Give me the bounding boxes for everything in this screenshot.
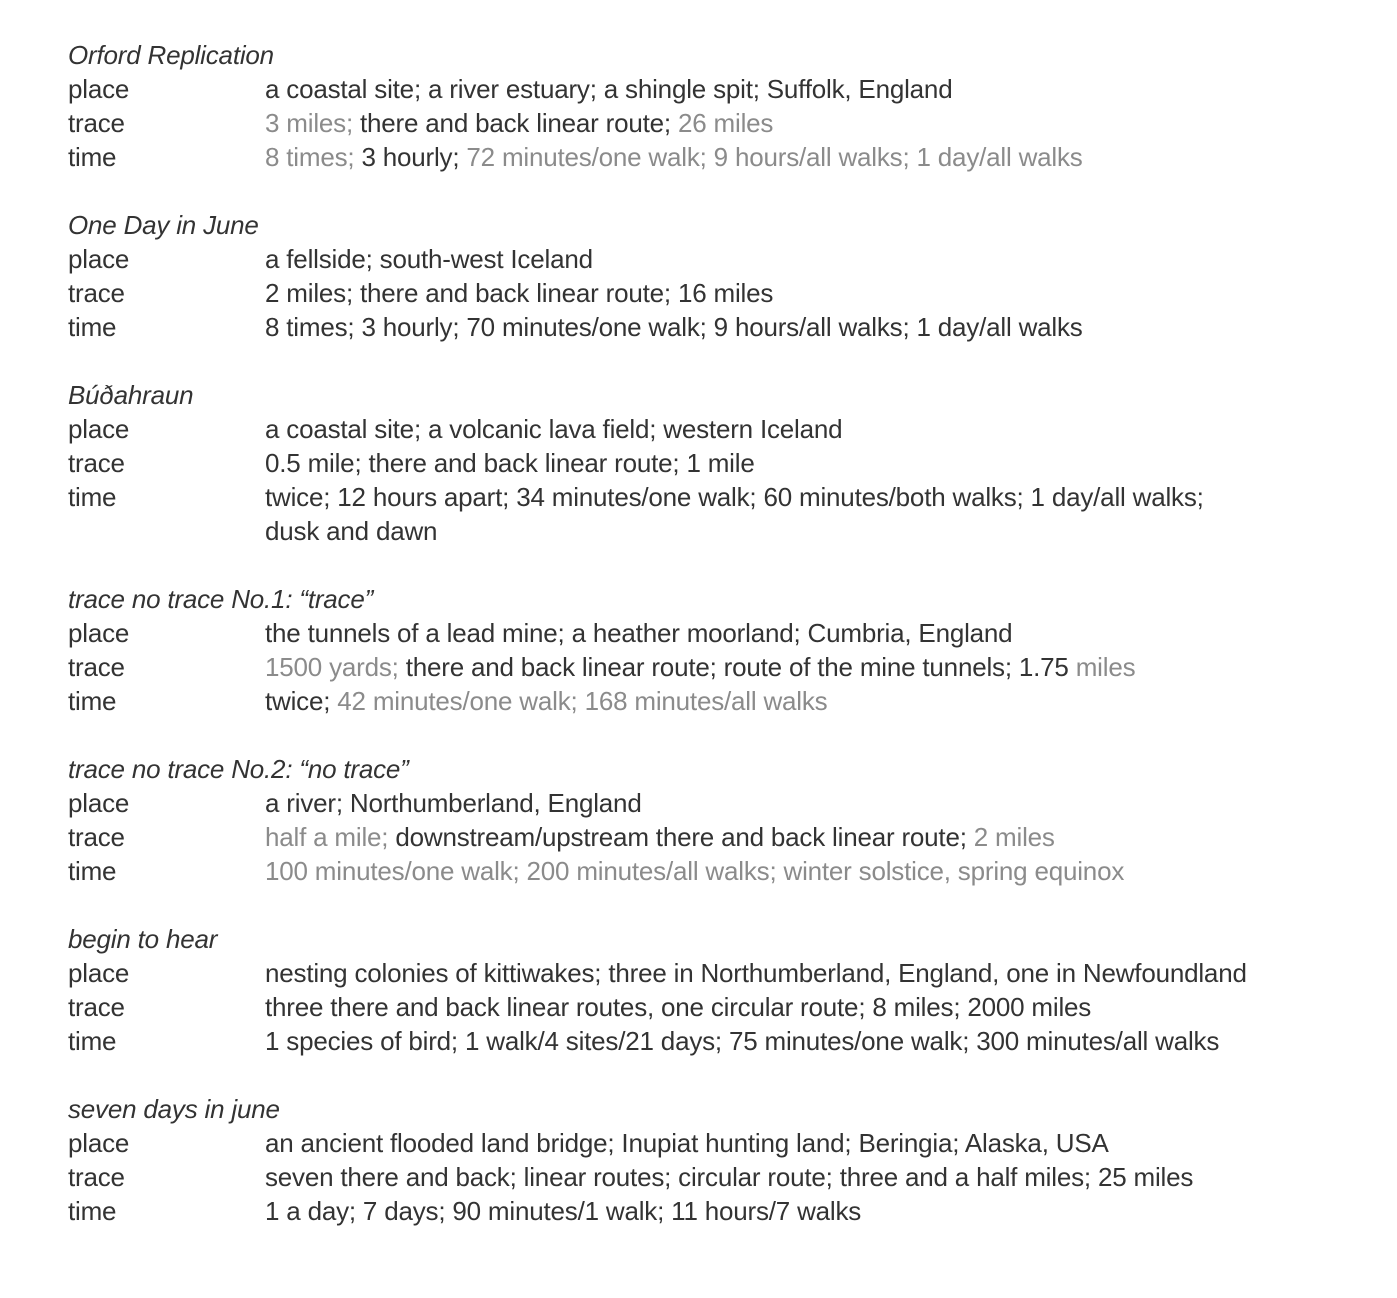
attribute-value [265, 650, 1360, 684]
walk-attribute-row [68, 854, 1367, 888]
walk-section [68, 582, 1367, 718]
attribute-label: place [68, 244, 130, 274]
attribute-label: place [68, 788, 130, 818]
attribute-value [265, 140, 1360, 174]
attribute-label: place [68, 414, 130, 444]
walk-attribute-row [68, 1194, 1367, 1228]
walk-rows [68, 786, 1367, 888]
value-segment: 3 hourly; [361, 142, 467, 172]
attribute-label: time [68, 856, 117, 886]
walk-title: begin to hear [68, 924, 218, 954]
value-segment: miles [1075, 652, 1136, 682]
walk-attribute-row [68, 616, 1367, 650]
attribute-value [265, 956, 1360, 990]
walk-title: Búðahraun [68, 380, 194, 410]
attribute-label: place [68, 618, 130, 648]
value-segment: 42 minutes/one walk; 168 minutes/all walks [337, 686, 828, 716]
attribute-value [265, 276, 1360, 310]
walk-attribute-row [68, 956, 1367, 990]
value-segment: a fellside; south-west Iceland [265, 244, 593, 274]
value-segment: a coastal site; a river estuary; a shingle spit; Suffolk, England [265, 74, 953, 104]
walk-attribute-row [68, 684, 1367, 718]
walk-attribute-row [68, 480, 1367, 548]
walk-attribute-row [68, 446, 1367, 480]
attribute-label: time [68, 1026, 117, 1056]
value-segment: downstream/upstream there and back linear route; [395, 822, 974, 852]
walk-rows [68, 242, 1367, 344]
walk-attribute-row [68, 276, 1367, 310]
attribute-label: trace [68, 448, 125, 478]
walk-attribute-row [68, 786, 1367, 820]
walk-attribute-row [68, 310, 1367, 344]
walk-title: trace no trace No.1: “trace” [68, 584, 374, 614]
attribute-label: place [68, 74, 130, 104]
value-segment: 1 species of bird; 1 walk/4 sites/21 days; 75 minutes/one walk; 300 minutes/all walks [265, 1026, 1220, 1056]
value-segment: a river; Northumberland, England [265, 788, 642, 818]
walk-section [68, 922, 1367, 1058]
walk-title: seven days in june [68, 1094, 280, 1124]
attribute-label: trace [68, 652, 125, 682]
value-segment: twice; 12 hours apart; 34 minutes/one walk; 60 minutes/both walks; 1 day/all walks; [265, 482, 1204, 512]
attribute-value [265, 684, 1360, 718]
value-segment: 1 a day; 7 days; 90 minutes/1 walk; 11 hours/7 walks [265, 1196, 862, 1226]
walk-attribute-row [68, 1024, 1367, 1058]
value-segment: the tunnels of a lead mine; a heather moorland; Cumbria, England [265, 618, 1013, 648]
value-segment: twice; [265, 686, 338, 716]
attribute-value [265, 106, 1360, 140]
attribute-value [265, 990, 1360, 1024]
attribute-label: time [68, 686, 117, 716]
attribute-value [265, 616, 1360, 650]
attribute-value [265, 1126, 1360, 1160]
walk-section [68, 752, 1367, 888]
walk-rows [68, 72, 1367, 174]
attribute-label: trace [68, 822, 125, 852]
walk-attribute-row [68, 650, 1367, 684]
walk-attribute-row [68, 140, 1367, 174]
value-segment: there and back linear route; route of the mine tunnels; 1.75 [405, 652, 1076, 682]
attribute-label: trace [68, 992, 125, 1022]
value-segment: a coastal site; a volcanic lava field; western Iceland [265, 414, 843, 444]
attribute-label: time [68, 312, 117, 342]
value-segment: 2 miles [973, 822, 1055, 852]
walk-section [68, 38, 1367, 174]
attribute-label: trace [68, 278, 125, 308]
attribute-label: time [68, 482, 117, 512]
attribute-label: place [68, 958, 130, 988]
walk-rows [68, 412, 1367, 548]
attribute-label: trace [68, 108, 125, 138]
walk-title: One Day in June [68, 210, 259, 240]
walk-title: trace no trace No.2: “no trace” [68, 754, 409, 784]
walk-attribute-row [68, 412, 1367, 446]
attribute-value [265, 1194, 1360, 1228]
value-segment: 26 miles [677, 108, 774, 138]
walk-rows [68, 956, 1367, 1058]
attribute-value [265, 242, 1360, 276]
value-segment: nesting colonies of kittiwakes; three in Northumberland, England, one in Newfoundland [265, 958, 1247, 988]
value-segment: seven there and back; linear routes; circular route; three and a half miles; 25 miles [265, 1162, 1194, 1192]
value-segment: 3 miles; [265, 108, 361, 138]
attribute-value [265, 1024, 1360, 1058]
value-segment: 8 times; [265, 142, 362, 172]
value-segment: 1500 yards; [265, 652, 406, 682]
walk-rows [68, 616, 1367, 718]
walk-title: Orford Replication [68, 40, 274, 70]
value-segment: dusk and dawn [265, 516, 438, 546]
attribute-label: trace [68, 1162, 125, 1192]
attribute-value [265, 1160, 1360, 1194]
value-segment: three there and back linear routes, one circular route; 8 miles; 2000 miles [265, 992, 1092, 1022]
sections [68, 38, 1367, 1228]
value-segment: 72 minutes/one walk; 9 hours/all walks; 1 day/all walks [466, 142, 1083, 172]
walk-attribute-row [68, 106, 1367, 140]
value-segment: half a mile; [265, 822, 396, 852]
walk-attribute-row [68, 242, 1367, 276]
walk-attribute-row [68, 820, 1367, 854]
value-segment: an ancient flooded land bridge; Inupiat hunting land; Beringia; Alaska, USA [265, 1128, 1109, 1158]
attribute-label: place [68, 1128, 130, 1158]
attribute-value [265, 412, 1360, 446]
attribute-label: time [68, 142, 117, 172]
value-segment: 0.5 mile; there and back linear route; 1 mile [265, 448, 755, 478]
walk-section [68, 1092, 1367, 1228]
walk-attribute-row [68, 1126, 1367, 1160]
attribute-value [265, 72, 1360, 106]
attribute-label: time [68, 1196, 117, 1226]
walk-rows [68, 1126, 1367, 1228]
walk-attribute-row [68, 1160, 1367, 1194]
attribute-value [265, 310, 1360, 344]
attribute-value [265, 820, 1360, 854]
value-segment: 8 times; 3 hourly; 70 minutes/one walk; 9 hours/all walks; 1 day/all walks [265, 312, 1083, 342]
walk-attribute-row [68, 990, 1367, 1024]
walk-section [68, 208, 1367, 344]
attribute-value [265, 854, 1360, 888]
walk-section [68, 378, 1367, 548]
value-segment: there and back linear route; [360, 108, 678, 138]
attribute-value [265, 446, 1360, 480]
value-segment: 100 minutes/one walk; 200 minutes/all walks; winter solstice, spring equinox [265, 856, 1125, 886]
walk-attribute-row [68, 72, 1367, 106]
attribute-value [265, 786, 1360, 820]
attribute-value [265, 480, 1360, 548]
value-segment: 2 miles; there and back linear route; 16 miles [265, 278, 774, 308]
